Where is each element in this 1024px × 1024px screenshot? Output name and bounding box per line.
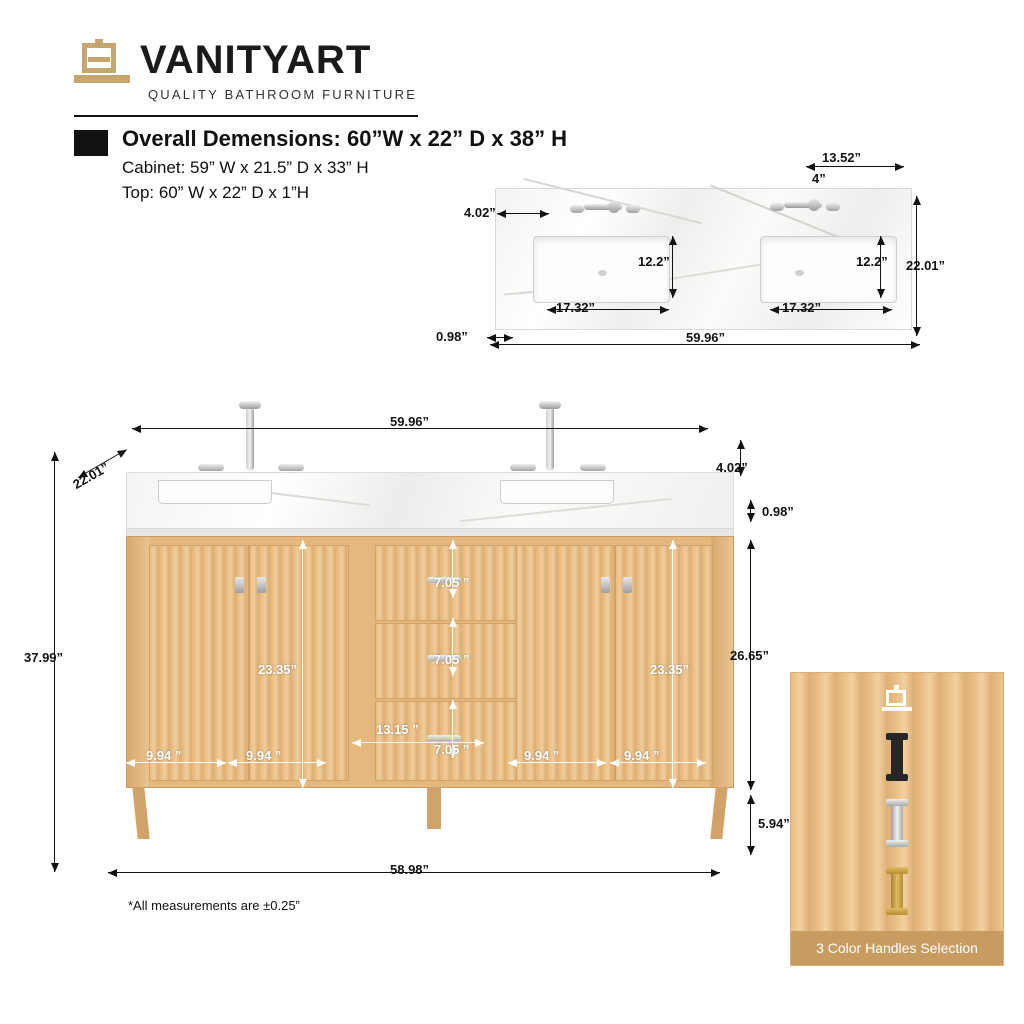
top-view-faucet-left (570, 198, 640, 220)
dim-drawer-h2-line (452, 618, 453, 676)
dim-base-width: 58.98” (390, 862, 430, 877)
page-title: Overall Demensions: 60”W x 22” D x 38” H (122, 126, 568, 151)
front-sink-left (158, 480, 272, 504)
dim-sink-left-depth: 12.2” (638, 254, 670, 269)
brand-name: VANITYART (140, 38, 372, 82)
dim-top-thickness: 0.98” (762, 504, 794, 519)
top-view-drain-right (795, 270, 804, 276)
door-1-knob[interactable] (235, 577, 244, 593)
dim-top-depth: 22.01” (906, 258, 946, 273)
dim-drawer-width: 13.15 ” (376, 722, 419, 737)
handle-chrome[interactable] (891, 801, 903, 845)
front-sink-right (500, 480, 614, 504)
cabinet-leg-left (132, 787, 149, 839)
dim-door-w3: 9.94 ” (524, 748, 560, 763)
front-faucet-left (246, 408, 254, 470)
front-handle-left-a (198, 464, 224, 471)
dim-backsplash-height: 4.02” (716, 460, 748, 475)
cabinet-door-1[interactable] (149, 545, 249, 781)
cabinet-dimensions-line: Cabinet: 59” W x 21.5” D x 33” H (122, 158, 369, 177)
handle-selection-card (790, 672, 1004, 966)
dim-drawer-h1: 7.05 ” (434, 575, 470, 590)
cabinet-door-3[interactable] (515, 545, 615, 781)
cabinet-leg-right (710, 787, 727, 839)
front-handle-right-b (580, 464, 606, 471)
door-4-knob[interactable] (623, 577, 632, 593)
front-view (100, 430, 732, 875)
brand-block (74, 38, 494, 102)
brand-tagline: QUALITY BATHROOM FURNITURE (148, 87, 418, 102)
dim-sink-right-width: 17.32” (782, 300, 822, 315)
dim-door-w1: 9.94 ” (146, 748, 182, 763)
dim-cabinet-height-line (750, 540, 751, 790)
dim-front-edge-line (487, 337, 513, 338)
dim-sink-left-width: 17.32” (556, 300, 596, 315)
dim-cabinet-height: 26.65” (730, 648, 770, 663)
dim-front-depth: 22.01” (70, 459, 112, 492)
handle-brass[interactable] (891, 869, 903, 913)
front-handle-right-a (510, 464, 536, 471)
door-3-knob[interactable] (601, 577, 610, 593)
dim-door-right-height: 23.35” (650, 662, 690, 677)
dim-faucet-small: 4” (812, 171, 826, 186)
cabinet-leg-center (427, 787, 441, 829)
dim-door-left-height: 23.35” (258, 662, 298, 677)
dim-front-edge: 0.98” (436, 329, 468, 344)
top-view-drain-left (598, 270, 607, 276)
dim-faucet-offset: 13.52” (822, 150, 862, 165)
dim-door-w2: 9.94 ” (246, 748, 282, 763)
handle-selection-caption: 3 Color Handles Selection (791, 931, 1003, 965)
dim-door-left-height-line (302, 540, 303, 788)
measurement-note: *All measurements are ±0.25” (128, 898, 300, 913)
brand-divider (74, 115, 418, 117)
dim-backsplash-depth: 4.02” (464, 205, 496, 220)
vanity-cabinet-icon (74, 39, 130, 83)
vanity-cabinet-icon-small (882, 687, 912, 711)
dim-sink-right-depth: 12.2” (856, 254, 888, 269)
dim-front-top-width: 59.96” (390, 414, 430, 429)
dim-faucet-offset-line (806, 166, 904, 167)
dim-leg-height: 5.94” (758, 816, 790, 831)
dim-drawer-h2: 7.05 ” (434, 652, 470, 667)
dim-backsplash-depth-line (497, 213, 549, 214)
cabinet-drawer-3[interactable] (375, 701, 517, 781)
dim-overall-height: 37.99” (24, 650, 64, 665)
bullet-swatch (74, 130, 108, 156)
dim-sink-left-depth-line (672, 236, 673, 298)
dim-leg-height-line (750, 795, 751, 855)
top-view-faucet-right (770, 196, 840, 218)
handle-black[interactable] (891, 735, 903, 779)
dim-top-width: 59.96” (686, 330, 726, 345)
top-dimensions-line: Top: 60” W x 22” D x 1”H (122, 182, 310, 202)
door-2-knob[interactable] (257, 577, 266, 593)
dim-drawer-h3: 7.05 ” (434, 742, 470, 757)
front-faucet-right (546, 408, 554, 470)
drawer-3-pull[interactable] (427, 735, 461, 741)
front-handle-left-b (278, 464, 304, 471)
dim-top-thickness-line (750, 500, 751, 522)
dim-door-w4: 9.94 ” (624, 748, 660, 763)
